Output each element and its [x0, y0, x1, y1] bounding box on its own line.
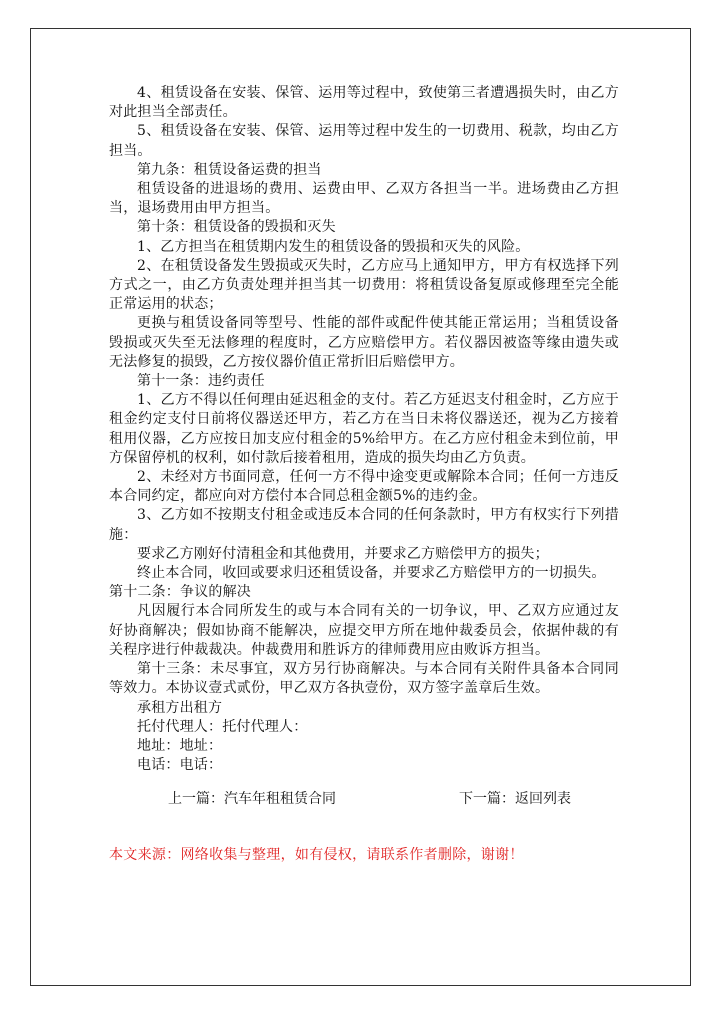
- section-heading: 第十二条：争议的解决: [109, 584, 251, 601]
- paragraph: 5、租赁设备在安装、保管、运用等过程中发生的一切费用、税款，均由乙方担当。: [109, 123, 619, 159]
- document-body: [109, 84, 619, 775]
- signature-phone: 电话：电话：: [137, 757, 223, 774]
- paragraph: 1、乙方不得以任何理由延迟租金的支付。若乙方延迟支付租金时，乙方应于租金约定支付日前将仪器送还甲方，若乙方在当日未将仪器送还，视为乙方接着租用仪器，乙方应按日加支应付租金的5%给甲方。在乙方应付租金未到位前，甲方保留停机的权利，如付款后接着租用，造成的损失均由乙方负责。: [109, 392, 619, 466]
- signature-parties: 承租方出租方: [137, 699, 223, 716]
- article-navigation: [0, 788, 720, 808]
- paragraph: 1、乙方担当在租赁期内发生的租赁设备的毁损和灭失的风险。: [137, 238, 530, 255]
- next-article-link[interactable]: 下一篇：返回列表: [459, 791, 571, 807]
- paragraph: 更换与租赁设备同等型号、性能的部件或配件使其能正常运用；当租赁设备毁损或灭失至无法修理的程度时，乙方应赔偿甲方。若仪器因被盗等缘由遗失或无法修复的损毁，乙方按仪器价值正常折旧后赔偿甲方。: [109, 315, 619, 370]
- paragraph: 凡因履行本合同所发生的或与本合同有关的一切争议，甲、乙双方应通过友好协商解决；假如协商不能解决，应提交甲方所在地仲裁委员会，依据仲裁的有关程序进行仲裁裁决。仲裁费用和胜诉方的律师费用应由败诉方担当。: [109, 603, 619, 658]
- signature-agent: 托付代理人：托付代理人：: [137, 718, 308, 735]
- paragraph: 2、在租赁设备发生毁损或灭失时，乙方应马上通知甲方，甲方有权选择下列方式之一，由乙方负责处理并担当其一切费用：将租赁设备复原或修理至完全能正常运用的状态；: [109, 257, 619, 313]
- previous-article-link[interactable]: 上一篇：汽车年租租赁合同: [168, 791, 336, 807]
- section-heading: 第九条：租赁设备运费的担当: [137, 161, 322, 178]
- section-heading: 第十一条：违约责任: [137, 373, 265, 390]
- paragraph: 2、未经对方书面同意，任何一方不得中途变更或解除本合同；任何一方违反本合同约定，都应向对方偿付本合同总租金额5%的违约金。: [109, 469, 619, 505]
- paragraph: 4、租赁设备在安装、保管、运用等过程中，致使第三者遭遇损失时，由乙方对此担当全部责任。: [109, 85, 619, 121]
- paragraph: 3、乙方如不按期支付租金或违反本合同的任何条款时，甲方有权实行下列措施：: [109, 507, 619, 543]
- paragraph: 第十三条：未尽事宜，双方另行协商解决。与本合同有关附件具备本合同同等效力。本协议壹式贰份，甲乙双方各执壹份，双方签字盖章后生效。: [109, 661, 619, 697]
- paragraph: 要求乙方刚好付清租金和其他费用，并要求乙方赔偿甲方的损失；: [137, 545, 549, 562]
- signature-address: 地址：地址：: [137, 737, 223, 754]
- paragraph: 终止本合同，收回或要求归还租赁设备，并要求乙方赔偿甲方的一切损失。: [137, 565, 606, 582]
- source-note: 本文来源：网络收集与整理，如有侵权，请联系作者删除，谢谢！: [109, 847, 524, 863]
- section-heading: 第十条：租赁设备的毁损和灭失: [137, 219, 336, 236]
- paragraph: 租赁设备的进退场的费用、运费由甲、乙双方各担当一半。进场费由乙方担当，退场费用由甲方担当。: [109, 181, 619, 217]
